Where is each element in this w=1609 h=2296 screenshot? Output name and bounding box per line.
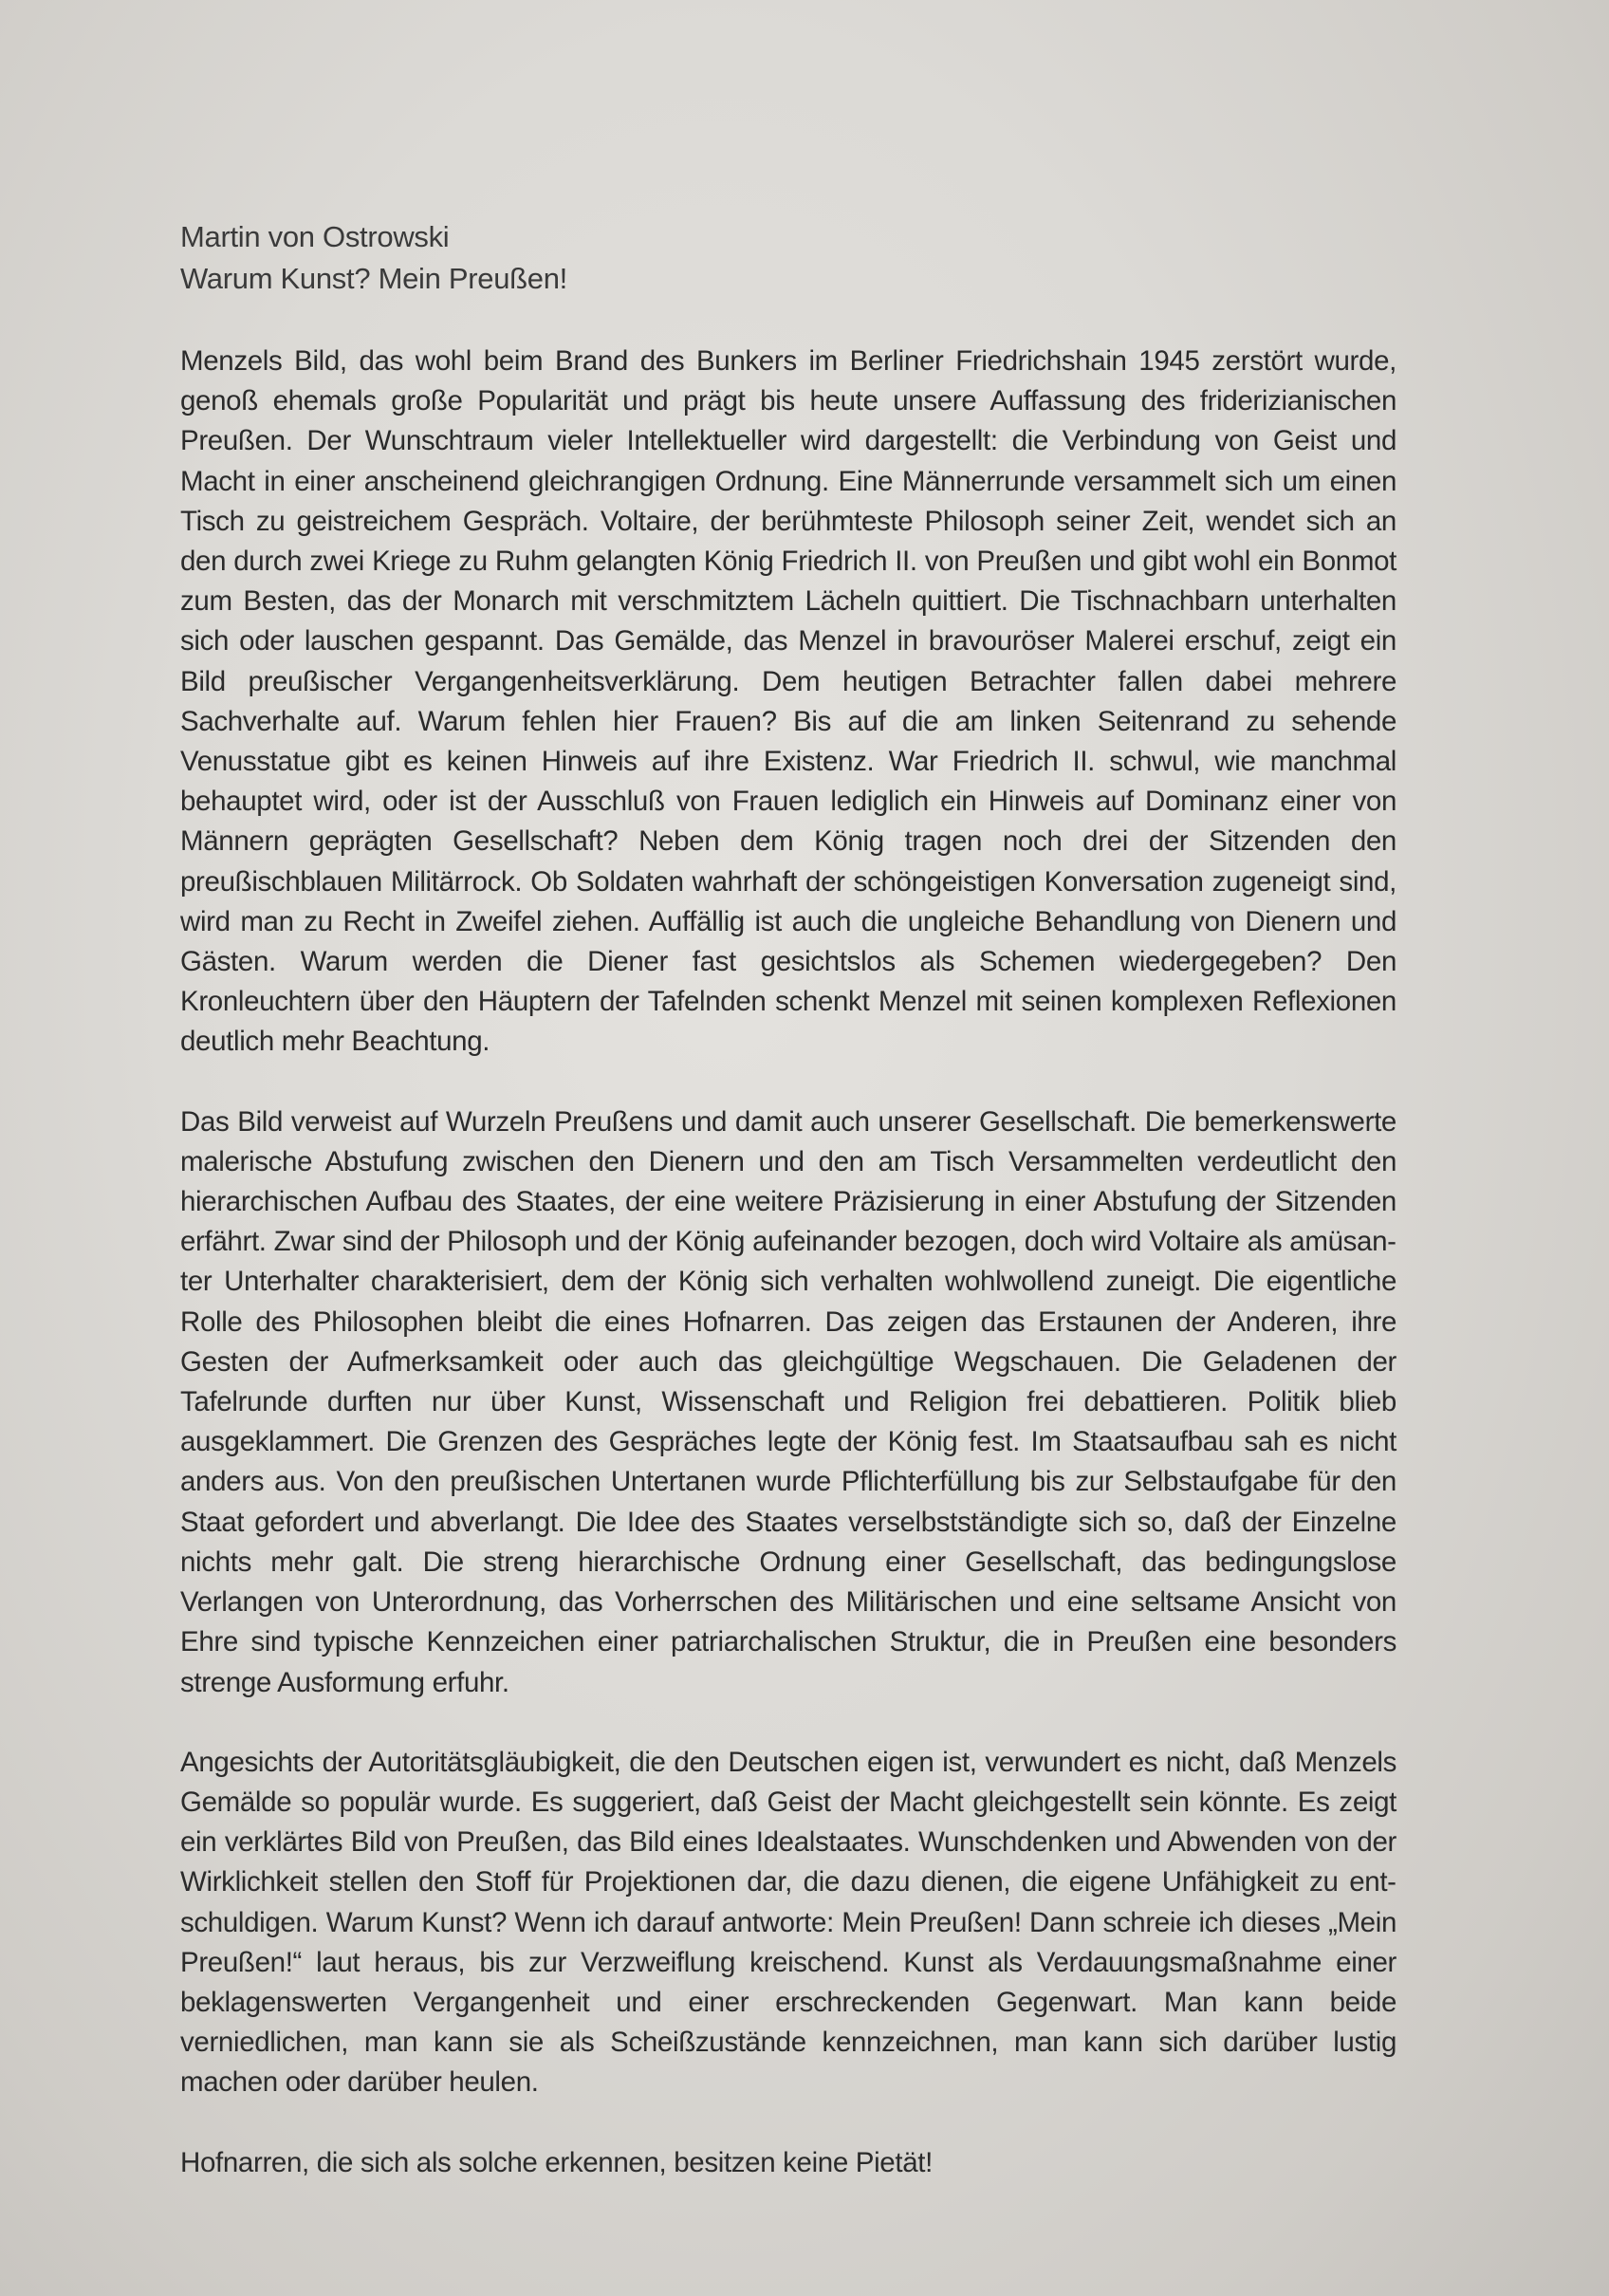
document-title: Warum Kunst? Mein Preußen! [180, 262, 567, 295]
document-page [180, 216, 1396, 2183]
closing-sentence: Hofnarren, die sich als solche erkennen, besitzen keine Pietät! [180, 2146, 933, 2178]
paragraph-2: Das Bild verweist auf Wurzeln Preußens und damit auch unserer Gesellschaft. Die bemerkenswerte malerische Abstufung zwischen den Dienern und den am Tisch Versammelten verdeutlicht den hierarchischen Aufbau des Staates, der eine weitere Präzisierung in einer Abstufung der Sitzenden erfährt. Zwar sind der Philosoph und der König aufeinander bezogen, doch wird Voltaire als amüsanter Unterhalter charakterisiert, dem der König sich verhalten wohlwollend zuneigt. Die eigentliche Rolle des Philosophen bleibt die eines Hofnarren. Das zeigen das Erstaunen der Anderen, ihre Gesten der Aufmerksamkeit oder auch das gleichgültige Wegschauen. Die Geladenen der Tafelrunde durften nur über Kunst, Wissenschaft und Religion frei debattieren. Politik blieb ausgeklammert. Die Grenzen des Gespräches legte der König fest. Im Staatsaufbau sah es nicht anders aus. Von den preußischen Untertanen wurde Pflichterfüllung bis zur Selbstaufgabe für den Staat gefordert und abverlangt. Die Idee des Staates verselbstständigte sich so, daß der Einzelne nichts mehr galt. Die streng hierarchische Ordnung einer Gesellschaft, das bedingungslose Verlangen von Unterordnung, das Vorherrschen des Militärischen und eine seltsame Ansicht von Ehre sind typische Kennzeichen einer patriarchalischen Struktur, die in Preußen eine besonders strenge Ausformung erfuhr. [180, 1105, 1396, 1698]
author-name: Martin von Ostrowski [180, 220, 450, 253]
document-header [180, 216, 1396, 300]
paragraph-3: Angesichts der Autoritätsgläubigkeit, die den Deutschen eigen ist, verwundert es nicht, daß Menzels Gemälde so populär wurde. Es suggeriert, daß Geist der Macht gleichgestellt sein könnte. Es zeigt ein verklärtes Bild von Preußen, das Bild eines Idealstaates. Wunschdenken und Abwenden von der Wirklichkeit stellen den Stoff für Projektionen dar, die dazu dienen, die eigene Unfähigkeit zu entschuldigen. Warum Kunst? Wenn ich darauf antworte: Mein Preußen! Dann schreie ich dieses „Mein Preußen!“ laut heraus, bis zur Verzweiflung kreischend. Kunst als Verdauungsmaßnahme einer beklagenswerten Vergangenheit und einer erschreckenden Gegenwart. Man kann beide verniedlichen, man kann sie als Scheißzustände kennzeichnen, man kann sich darüber lustig machen oder darüber heulen. [180, 1746, 1396, 2099]
paragraph-1: Menzels Bild, das wohl beim Brand des Bunkers im Berliner Friedrichshain 1945 zerstört wurde, genoß ehemals große Popularität und prägt bis heute unsere Auffassung des friderizianischen Preußen. Der Wunschtraum vieler Intellektueller wird dargestellt: die Verbindung von Geist und Macht in einer anscheinend gleichrangigen Ordnung. Eine Männerrunde versammelt sich um einen Tisch zu geistreichem Gespräch. Voltaire, der berühmteste Philosoph seiner Zeit, wendet sich an den durch zwei Kriege zu Ruhm gelangten König Friedrich II. von Preußen und gibt wohl ein Bonmot zum Besten, das der Monarch mit verschmitztem Lächeln quittiert. Die Tischnachbarn unterhalten sich oder lauschen gespannt. Das Gemälde, das Menzel in bravouröser Malerei erschuf, zeigt ein Bild preußischer Vergangenheitsverklärung. Dem heutigen Betrachter fallen dabei mehrere Sachverhalte auf. Warum fehlen hier Frauen? Bis auf die am linken Seitenrand zu sehende Venusstatue gibt es keinen Hinweis auf ihre Existenz. War Friedrich II. schwul, wie manchmal behauptet wird, oder ist der Ausschluß von Frauen lediglich ein Hinweis auf Dominanz einer von Männern geprägten Gesellschaft? Neben dem König tragen noch drei der Sitzenden den preußischblauen Militärrock. Ob Soldaten wahrhaft der schöngeistigen Konversation zugeneigt sind, wird man zu Recht in Zweifel ziehen. Auffällig ist auch die ungleiche Behandlung von Dienern und Gästen. Warum werden die Diener fast gesichtslos als Schemen wiedergegeben? Den Kronleuchtern über den Häuptern der Tafelnden schenkt Menzel mit seinen komplexen Reflexionen deutlich mehr Beachtung. [180, 345, 1396, 1058]
